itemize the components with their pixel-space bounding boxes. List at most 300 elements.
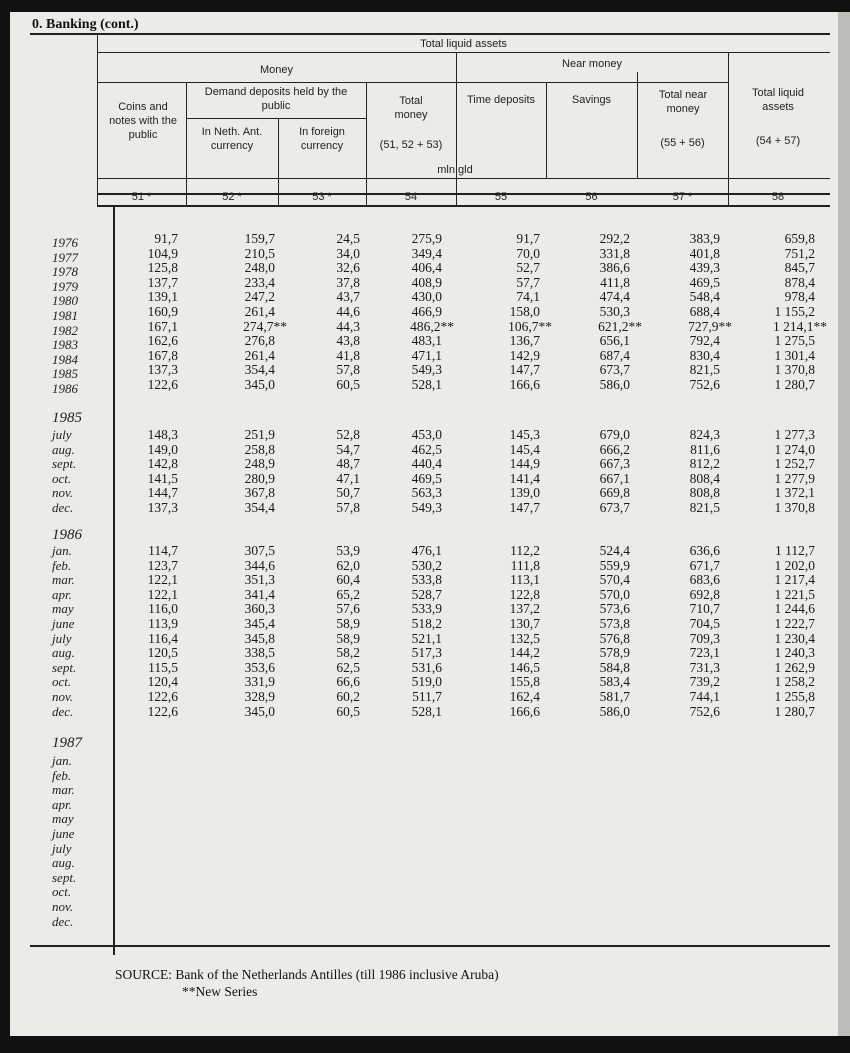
row-label: feb. (52, 557, 72, 573)
column-number: 52 * (222, 191, 242, 203)
table-cell: 106,7** (508, 318, 552, 334)
table-cell: 751,2 (784, 245, 815, 261)
table-cell: 141,4 (509, 470, 540, 486)
column-number: 56 (585, 191, 598, 203)
table-cell: 58,2 (336, 645, 360, 661)
table-cell: 60,2 (336, 689, 360, 704)
table-cell: 469,5 (411, 470, 442, 486)
table-cell: 280,9 (244, 470, 275, 486)
table-cell: 821,5 (689, 362, 720, 378)
table-cell: 158,0 (509, 304, 540, 319)
table-cell: 687,4 (599, 347, 630, 363)
row-label: 1980 (52, 293, 78, 309)
header-divider (97, 35, 98, 207)
row-label: oct. (52, 884, 72, 900)
header-rule (97, 205, 830, 207)
column-number: 54 (404, 191, 418, 203)
table-cell: 486,2** (410, 318, 454, 334)
table-cell: 141,5 (147, 470, 178, 486)
table-cell: 621,2** (598, 318, 642, 334)
row-label: jan. (52, 753, 72, 768)
table-cell: 338,5 (244, 645, 275, 661)
table-cell: 1 255,8 (774, 689, 815, 704)
row-label: dec. (52, 500, 74, 515)
table-cell: 1 230,4 (774, 630, 815, 646)
table-cell: 275,9 (411, 231, 442, 246)
table-cell: 57,6 (336, 601, 360, 617)
section-heading: 1987 (52, 735, 82, 751)
table-cell: 344,6 (244, 557, 275, 573)
table-cell: 483,1 (411, 333, 442, 349)
column-number: 57 * (672, 191, 693, 203)
table-cell: 113,1 (510, 572, 540, 588)
table-cell: 671,7 (689, 557, 720, 573)
table-cell: 159,7 (244, 231, 275, 246)
table-cell: 1 252,7 (774, 456, 815, 472)
table-cell: 709,3 (689, 630, 720, 646)
header-divider (637, 72, 638, 178)
row-label: nov. (52, 689, 74, 704)
row-label: 1982 (52, 322, 78, 338)
table-cell: 345,0 (244, 703, 275, 719)
table-cell: 58,9 (336, 616, 360, 631)
table-cell: 1 217,4 (774, 572, 815, 588)
column-number: 55 (494, 191, 508, 203)
header-total-money-formula: (51, 52 + 53) (379, 139, 443, 151)
table-cell: 878,4 (784, 274, 815, 290)
table-cell: 440,4 (411, 456, 442, 472)
table-cell: 1 280,7 (774, 703, 815, 719)
row-label: june (52, 616, 75, 631)
row-label: 1977 (52, 249, 78, 265)
row-label: dec. (52, 703, 74, 719)
table-cell: 123,7 (147, 557, 178, 573)
header-total-liquid-formula: (54 + 57) (755, 135, 801, 147)
header-rule (97, 82, 728, 83)
table-cell: 44,6 (336, 304, 360, 319)
row-label: june (52, 826, 75, 841)
table-cell: 247,2 (244, 289, 275, 305)
table-cell: 704,5 (689, 616, 720, 631)
table-cell: 439,3 (689, 260, 720, 276)
table-cell: 518,2 (411, 616, 442, 631)
table-cell: 573,6 (599, 601, 630, 617)
table-cell: 120,4 (147, 674, 178, 690)
table-cell: 122,8 (509, 586, 540, 602)
table-cell: 70,0 (516, 245, 540, 261)
row-label: jan. (52, 543, 72, 558)
table-cell: 727,9** (688, 318, 732, 334)
table-cell: 406,4 (411, 260, 442, 276)
table-cell: 1 280,7 (774, 377, 815, 392)
table-cell: 408,9 (411, 274, 442, 290)
table-cell: 37,8 (336, 274, 360, 290)
table-cell: 341,4 (244, 586, 275, 602)
row-label: nov. (52, 485, 74, 501)
page-edge (838, 12, 850, 1036)
table-cell: 349,4 (411, 245, 442, 261)
table-cell: 66,6 (336, 674, 360, 690)
header-total-near-formula: (55 + 56) (660, 137, 705, 149)
table-cell: 1 370,8 (774, 500, 815, 515)
row-label: july (52, 840, 72, 856)
table-cell: 583,4 (599, 674, 630, 690)
table-cell: 251,9 (244, 427, 275, 442)
table-cell: 469,5 (689, 274, 720, 290)
row-label: 1984 (52, 351, 78, 367)
table-cell: 453,0 (411, 427, 442, 442)
table-cell: 248,0 (244, 260, 275, 276)
table-cell: 1 244,6 (774, 601, 815, 617)
table-cell: 367,8 (244, 485, 275, 501)
table-cell: 521,1 (411, 630, 442, 646)
table-cell: 248,9 (244, 456, 275, 472)
table-cell: 132,5 (509, 630, 540, 646)
row-label: 1986 (52, 381, 78, 396)
column-number: 53 * (312, 191, 332, 203)
table-cell: 570,4 (599, 572, 630, 588)
table-cell: 62,5 (336, 659, 360, 675)
header-near-money: Near money (562, 58, 622, 70)
table-cell: 167,1 (147, 318, 178, 334)
table-cell: 57,8 (336, 362, 360, 378)
row-label: nov. (52, 899, 74, 914)
table-cell: 137,7 (147, 274, 178, 290)
table-cell: 528,1 (411, 703, 442, 719)
table-cell: 533,8 (411, 572, 442, 588)
row-label: may (52, 811, 74, 827)
table-cell: 462,5 (411, 441, 442, 457)
table-cell: 43,8 (336, 333, 360, 349)
table-cell: 137,2 (509, 601, 540, 617)
table-cell: 430,0 (411, 289, 442, 305)
table-cell: 1 222,7 (774, 616, 815, 631)
header-rule (186, 118, 366, 119)
header-divider (728, 52, 729, 207)
table-cell: 34,0 (336, 245, 360, 261)
table-cell: 261,4 (244, 304, 275, 319)
table-cell: 466,9 (411, 304, 442, 319)
table-cell: 57,7 (516, 274, 540, 290)
header-time-deposits: Time deposits (466, 94, 536, 106)
table-cell: 57,8 (336, 500, 360, 515)
table-cell: 125,8 (147, 260, 178, 276)
table-cell: 659,8 (784, 231, 815, 246)
table-cell: 52,7 (516, 260, 540, 276)
table-cell: 145,3 (509, 427, 540, 442)
page-title: 0. Banking (cont.) (32, 17, 139, 32)
table-cell: 111,8 (510, 557, 540, 573)
table-cell: 476,1 (411, 543, 442, 558)
table-cell: 581,7 (599, 689, 630, 704)
section-heading: 1986 (52, 527, 82, 543)
table-cell: 1 240,3 (774, 645, 815, 661)
header-coins: Coins and notes with the public (109, 101, 177, 141)
table-cell: 808,4 (689, 470, 720, 486)
row-label: dec. (52, 913, 74, 929)
table-cell: 44,3 (336, 318, 360, 334)
table-cell: 166,6 (509, 703, 540, 719)
table-cell: 122,1 (147, 572, 178, 588)
table-cell: 573,8 (599, 616, 630, 631)
table-cell: 731,3 (689, 659, 720, 675)
table-cell: 383,9 (689, 231, 720, 246)
table-cell: 474,4 (599, 289, 630, 305)
table-cell: 1 112,7 (775, 543, 815, 558)
table-cell: 1 262,9 (774, 659, 815, 675)
table-cell: 636,6 (689, 543, 720, 558)
table-cell: 578,9 (599, 645, 630, 661)
table-cell: 586,0 (599, 377, 630, 392)
table-cell: 360,3 (244, 601, 275, 617)
row-label: 1976 (52, 235, 78, 250)
table-cell: 328,9 (244, 689, 275, 704)
table-cell: 136,7 (509, 333, 540, 349)
table-cell: 669,8 (599, 485, 630, 501)
table-cell: 41,8 (336, 347, 360, 363)
row-label: 1983 (52, 337, 78, 353)
table-cell: 524,4 (599, 543, 630, 558)
row-label: sept. (52, 869, 77, 885)
table-cell: 142,8 (147, 456, 178, 472)
header-total-money: Total money (394, 95, 428, 121)
table-cell: 688,4 (689, 304, 720, 319)
table-cell: 162,6 (147, 333, 178, 349)
table-cell: 549,3 (411, 500, 442, 515)
table-cell: 667,1 (599, 470, 630, 486)
source-note: SOURCE: Bank of the Netherlands Antilles (till 1986 inclusive Aruba) (115, 967, 499, 982)
table-cell: 692,8 (689, 586, 720, 602)
table-cell: 53,9 (336, 543, 360, 558)
top-rule (30, 33, 830, 35)
table-cell: 147,7 (509, 362, 540, 378)
column-number: 51 * (131, 191, 152, 203)
table-cell: 58,9 (336, 630, 360, 646)
table-cell: 1 155,2 (774, 304, 815, 319)
table-cell: 122,6 (147, 689, 178, 704)
table-cell: 276,8 (244, 333, 275, 349)
table-cell: 723,1 (689, 645, 720, 661)
table-cell: 274,7** (243, 318, 287, 334)
table-cell: 142,9 (509, 347, 540, 363)
table-cell: 112,2 (510, 543, 540, 558)
header-unit: mln gld (437, 164, 473, 176)
table-cell: 166,6 (509, 377, 540, 392)
table-cell: 137,3 (147, 362, 178, 378)
table-cell: 570,0 (599, 586, 630, 602)
table-cell: 1 214,1** (773, 318, 827, 334)
table-cell: 331,8 (599, 245, 630, 261)
table-cell: 137,3 (147, 500, 178, 515)
table-cell: 167,8 (147, 347, 178, 363)
table-cell: 52,8 (336, 427, 360, 442)
row-label: oct. (52, 674, 72, 690)
table-cell: 1 301,4 (774, 347, 815, 363)
table-cell: 812,2 (689, 456, 720, 472)
table-cell: 139,1 (147, 289, 178, 305)
table-cell: 530,3 (599, 304, 630, 319)
table-cell: 576,8 (599, 630, 630, 646)
row-label: apr. (52, 586, 72, 602)
table-cell: 113,9 (148, 616, 178, 631)
table-cell: 345,8 (244, 630, 275, 646)
row-label: sept. (52, 659, 77, 675)
table-cell: 65,2 (336, 586, 360, 602)
table-cell: 1 258,2 (774, 674, 815, 690)
table-cell: 292,2 (599, 231, 630, 246)
table-cell: 115,5 (148, 659, 178, 675)
table-cell: 233,4 (244, 274, 275, 290)
table-cell: 345,4 (244, 616, 275, 631)
table-cell: 1 372,1 (774, 485, 815, 501)
table-cell: 24,5 (336, 231, 360, 246)
table-cell: 531,6 (411, 659, 442, 675)
table-cell: 47,1 (336, 470, 360, 486)
table-cell: 559,9 (599, 557, 630, 573)
table-cell: 978,4 (784, 289, 815, 305)
table-cell: 792,4 (689, 333, 720, 349)
table-cell: 656,1 (599, 333, 630, 349)
table-cell: 739,2 (689, 674, 720, 690)
header-rule (97, 178, 830, 179)
table-cell: 144,7 (147, 485, 178, 501)
table-cell: 62,0 (336, 557, 360, 573)
header-total-near-money: Total near money (658, 89, 708, 115)
table-cell: 411,8 (600, 274, 630, 290)
table-cell: 91,7 (154, 231, 178, 246)
column-number: 58 (771, 191, 785, 203)
table-cell: 752,6 (689, 703, 720, 719)
table-cell: 331,9 (244, 674, 275, 690)
row-label: 1981 (52, 308, 78, 323)
table-cell: 104,9 (147, 245, 178, 261)
row-label: oct. (52, 470, 72, 486)
header-total-liquid: Total liquid assets (752, 87, 804, 113)
table-cell: 122,6 (147, 377, 178, 392)
table-cell: 679,0 (599, 427, 630, 442)
row-label: may (52, 601, 74, 617)
section-heading: 1985 (52, 410, 82, 426)
table-cell: 120,5 (147, 645, 178, 661)
table-cell: 54,7 (336, 441, 360, 457)
table-cell: 261,4 (244, 347, 275, 363)
table-cell: 1 274,0 (774, 441, 815, 457)
table-cell: 821,5 (689, 500, 720, 515)
table-cell: 50,7 (336, 485, 360, 501)
header-neth-ant: In Neth. Ant. currency (201, 126, 263, 152)
header-rule (97, 52, 830, 53)
table-cell: 519,0 (411, 674, 442, 690)
table-cell: 345,0 (244, 377, 275, 392)
table-cell: 1 202,0 (774, 557, 815, 573)
table-cell: 845,7 (784, 260, 815, 276)
row-label: 1979 (52, 278, 78, 294)
header-foreign: In foreign currency (299, 126, 345, 152)
table-cell: 146,5 (509, 659, 540, 675)
table-cell: 710,7 (689, 601, 720, 617)
table-cell: 548,4 (689, 289, 720, 305)
header-total-liquid-assets: Total liquid assets (420, 38, 507, 50)
table-cell: 149,0 (147, 441, 178, 457)
header-demand: Demand deposits held by the public (204, 86, 348, 112)
table-cell: 673,7 (599, 362, 630, 378)
table-cell: 1 275,5 (774, 333, 815, 349)
table-cell: 1 221,5 (774, 586, 815, 602)
table-cell: 471,1 (411, 347, 442, 363)
table-cell: 148,3 (147, 427, 178, 442)
table-cell: 530,2 (411, 557, 442, 573)
table-cell: 144,9 (509, 456, 540, 472)
row-label: mar. (52, 572, 75, 588)
row-label: 1978 (52, 264, 78, 280)
table-cell: 48,7 (336, 456, 360, 472)
row-label: july (52, 427, 72, 442)
table-cell: 1 370,8 (774, 362, 815, 378)
table-cell: 145,4 (509, 441, 540, 457)
row-label: sept. (52, 456, 77, 472)
table-cell: 139,0 (509, 485, 540, 501)
header-divider (456, 52, 457, 207)
table-cell: 122,6 (147, 703, 178, 719)
bottom-rule (30, 945, 830, 947)
row-label: mar. (52, 782, 75, 798)
table-cell: 307,5 (244, 543, 275, 558)
table-cell: 155,8 (509, 674, 540, 690)
table-cell: 824,3 (689, 427, 720, 442)
table-cell: 386,6 (599, 260, 630, 276)
table-cell: 533,9 (411, 601, 442, 617)
table-cell: 683,6 (689, 572, 720, 588)
table-cell: 1 277,3 (774, 427, 815, 442)
table-cell: 673,7 (599, 500, 630, 515)
table-cell: 74,1 (516, 289, 540, 305)
table-cell: 511,7 (412, 689, 442, 704)
table-cell: 116,4 (148, 630, 178, 646)
table-cell: 210,5 (244, 245, 275, 261)
table-cell: 811,6 (690, 441, 720, 457)
table-cell: 160,9 (147, 304, 178, 319)
table-cell: 114,7 (148, 543, 178, 558)
table-cell: 354,4 (244, 500, 275, 515)
table-cell: 351,3 (244, 572, 275, 588)
header-divider (186, 82, 187, 207)
row-label: aug. (52, 441, 75, 457)
row-label: 1985 (52, 366, 78, 382)
row-label: aug. (52, 645, 75, 661)
table-cell: 752,6 (689, 377, 720, 392)
table-cell: 162,4 (509, 689, 540, 704)
table-cell: 517,3 (411, 645, 442, 661)
row-label: feb. (52, 767, 72, 783)
table-cell: 354,4 (244, 362, 275, 378)
table-cell: 130,7 (509, 616, 540, 631)
table-cell: 116,0 (148, 601, 178, 617)
table-cell: 353,6 (244, 659, 275, 675)
header-savings: Savings (571, 94, 612, 106)
table-cell: 1 277,9 (774, 470, 815, 486)
row-label: aug. (52, 855, 75, 871)
table-cell: 549,3 (411, 362, 442, 378)
table-cell: 43,7 (336, 289, 360, 305)
table-cell: 584,8 (599, 659, 630, 675)
table-cell: 147,7 (509, 500, 540, 515)
table-cell: 586,0 (599, 703, 630, 719)
table-cell: 60,5 (336, 703, 360, 719)
table-cell: 667,3 (599, 456, 630, 472)
table-cell: 60,5 (336, 377, 360, 392)
table-cell: 91,7 (516, 231, 540, 246)
table-cell: 144,2 (509, 645, 540, 661)
